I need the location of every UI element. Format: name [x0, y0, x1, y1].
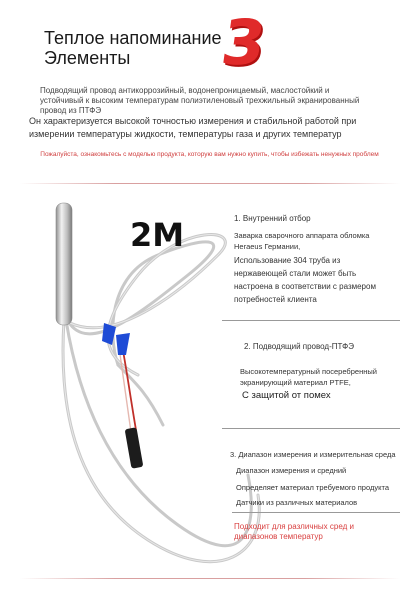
divider-top [20, 183, 400, 184]
intro-text-1: Подводящий провод антикоррозийный, водонепроницаемый, маслостойкий и устойчивый к высоким температурам полиэтиленовый трехжильный экранированный провод из ПТФЭ [40, 86, 360, 115]
section-3-item-2: Определяет материал требуемого продукта [236, 483, 389, 492]
section-2-line-2: С защитой от помех [242, 390, 331, 401]
section-3-item-3: Датчики из различных материалов [236, 498, 358, 507]
section-2-heading: 2. Подводящий провод-ПТФЭ [244, 342, 354, 351]
section-2-line-1: Высокотемпературный посеребренный экранирующий материал PTFE, [240, 367, 377, 387]
section-3-note: Подходит для различных сред и диапазонов температур [234, 522, 354, 541]
cable-length-label: 2M [130, 216, 185, 254]
section-3-divider [232, 512, 400, 513]
section-3-item-1: Диапазон измерения и средний [236, 466, 347, 475]
divider-bottom [20, 578, 400, 579]
section-number-badge: 3 [216, 6, 271, 79]
page-title [44, 28, 222, 68]
section-1-line-1: Заварка сварочного аппарата обломка Heraeus Германии, [234, 231, 370, 251]
title-line-1: Теплое напоминание [44, 28, 222, 48]
section-3-heading: 3. Диапазон измерения и измерительная среда [230, 450, 396, 459]
section-1-heading: 1. Внутренний отбор [234, 214, 311, 223]
section-1-divider [222, 320, 400, 321]
section-1-line-2: Использование 304 труба из нержавеющей стали может быть настроена в соответствии с размером потребностей клиента [234, 256, 376, 304]
section-2-divider [222, 428, 400, 429]
title-line-2: Элементы [44, 48, 131, 68]
warning-text: Пожалуйста, ознакомьтесь с моделью продукта, которую вам нужно купить, чтобы избежать ненужных проблем [40, 151, 379, 158]
intro-text-2: Он характеризуется высокой точностью измерения и стабильной работой при измерении температуры жидкости, температуры газа и других температур [29, 116, 357, 139]
